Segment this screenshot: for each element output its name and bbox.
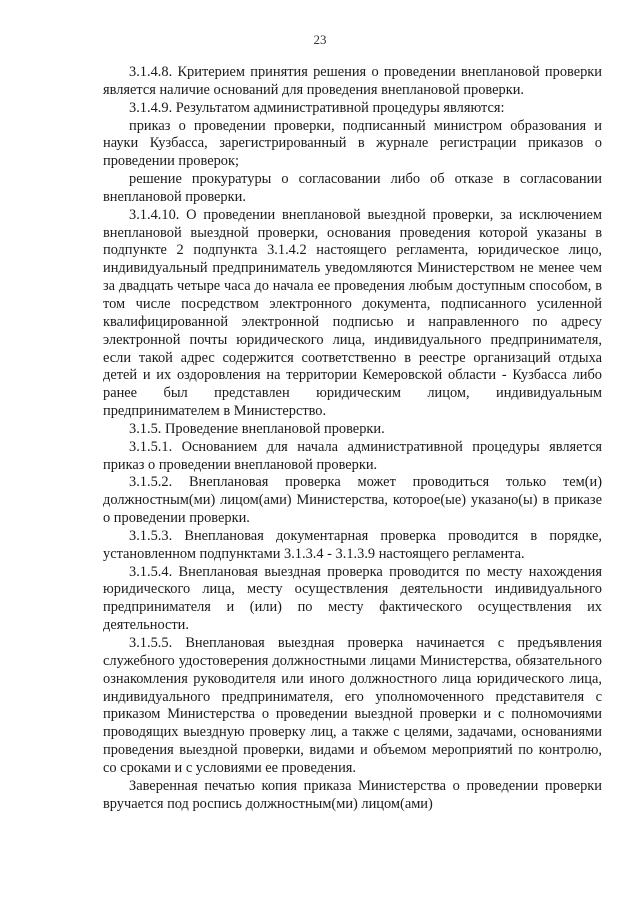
page-number: 23 (313, 32, 327, 47)
paragraph-3-1-4-8: 3.1.4.8. Критерием принятия решения о проведении внеплановой проверки является наличие оснований для проведения внеплановой проверки. (103, 64, 602, 98)
paragraph-3-1-5-4: 3.1.5.4. Внеплановая выездная проверка проводится по месту нахождения юридического лица, месту осуществления деятельности индивидуального предпринимателя и (или) по месту фактического осуществления их деятельности. (103, 563, 602, 634)
paragraph-certified-copy: Заверенная печатью копия приказа Министерства о проведении проверки вручается под роспись должностным(ми) лицом(ами) (103, 777, 602, 812)
paragraph-3-1-5: 3.1.5. Проведение внеплановой проверки. (129, 420, 385, 437)
paragraph-3-1-5-3: 3.1.5.3. Внеплановая документарная проверка проводится в порядке, установленном подпунктами 3.1.3.4 - 3.1.3.9 настоящего регламента. (103, 527, 602, 562)
paragraph-3-1-5-1: 3.1.5.1. Основанием для начала административной процедуры является приказ о проведении внеплановой проверки. (103, 438, 602, 473)
paragraph-3-1-5-2: 3.1.5.2. Внеплановая проверка может проводиться только тем(и) должностным(ми) лицом(ами) Министерства, которое(ые) указано(ы) в приказе о проведении проверки. (103, 474, 602, 527)
paragraph-prosecutor-item: решение прокуратуры о согласовании либо об отказе в согласовании внеплановой проверки. (103, 171, 602, 205)
paragraph-order-item: приказ о проведении проверки, подписанный министром образования и науки Кузбасса, зарегистрированный в журнале регистрации приказов о проведении проверок; (103, 117, 602, 170)
document-body (103, 64, 602, 813)
paragraph-3-1-5-5: 3.1.5.5. Внеплановая выездная проверка начинается с предъявления служебного удостоверения должностными лицами Министерства, обязательного ознакомления руководителя или иного должностного лица юридического лица, индивидуального предпринимателя, его уполномоченного представителя с приказом Министерства о проведении выездной проверки и с полномочиями проводящих выездную проверку лиц, а также с целями, задачами, основаниями проведения выездной проверки, видами и объемом мероприятий по контролю, со сроками и с условиями ее проведения. (103, 635, 602, 776)
paragraph-3-1-4-10: 3.1.4.10. О проведении внеплановой выездной проверки, за исключением внеплановой выездной проверки, основания проведения которой указаны в подпункте 2 подпункта 3.1.4.2 настоящего регламента, юридическое лицо, индивидуальный предприниматель уведомляются Министерством не менее чем за двадцать четыре часа до начала ее проведения любым доступным способом, в том числе посредством электронного документа, подписанного усиленной квалифицированной электронной подписью и направленного по адресу электронной почты юридического лица, индивидуального предпринимателя, если такой адрес содержится соответственно в реестре организаций отдыха детей и их оздоровления на территории Кемеровской области - Кузбасса либо ранее был представлен юридическим лицом, индивидуальным предпринимателем в Министерство. (103, 206, 602, 420)
paragraph-3-1-4-9: 3.1.4.9. Результатом административной процедуры являются: (129, 99, 505, 116)
